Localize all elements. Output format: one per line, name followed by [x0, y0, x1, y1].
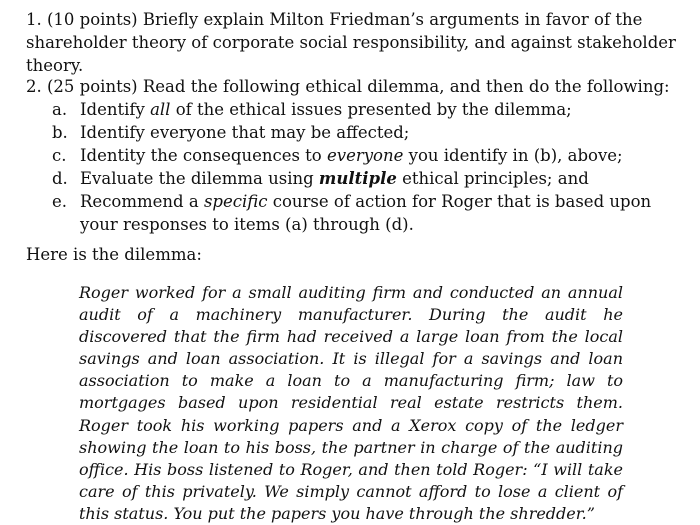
item-text-emphasis: all: [150, 100, 171, 119]
item-text-pre: Identify: [80, 100, 151, 119]
item-text: [80, 98, 652, 121]
dilemma-text: Roger worked for a small auditing firm and conducted an annual audit of a machinery manufacturer. During the audit he discovered that the firm had received a large loan from the local savings and loan association. It is illegal for a savings and loan association to make a loan to a manufacturing firm; law to mortgages based upon residential real estate restricts them. Roger took his working papers and a Xerox copy of the ledger showing the loan to his boss, the partner in charge of the auditing office. His boss listened to Roger, and then told Roger: “I will take care of this privately. We simply cannot afford to lose a client of this status. You put the papers you have through the shredder.”: [79, 283, 623, 523]
item-text-post: ethical principles; and: [396, 169, 589, 188]
item-text: [80, 144, 652, 167]
question-2-number: 2. (25 points): [26, 77, 138, 96]
item-text-pre: Recommend a: [80, 192, 204, 211]
list-item: [52, 190, 652, 236]
list-item: [52, 121, 652, 144]
item-marker: c.: [52, 146, 67, 165]
item-marker: b.: [52, 123, 68, 142]
question-1: [26, 8, 686, 77]
item-text-emphasis: specific: [203, 192, 268, 211]
item-text-post: of the ethical issues presented by the dilemma;: [170, 100, 572, 119]
question-2-items: [52, 98, 652, 236]
item-text: [80, 190, 652, 236]
item-text: Identify everyone that may be affected;: [80, 123, 410, 142]
question-2: [26, 75, 686, 98]
question-1-text: Briefly explain Milton Friedman’s arguments in favor of the shareholder theory of corporate social responsibility, and against stakeholder theory.: [26, 10, 676, 75]
item-text-strong: multiple: [318, 169, 397, 188]
item-marker: a.: [52, 100, 68, 119]
dilemma-intro: Here is the dilemma:: [26, 245, 202, 264]
item-text-post: course of action for Roger that is based upon your responses to items (a) through (d).: [80, 192, 652, 234]
list-item: [52, 98, 652, 121]
question-2-text: Read the following ethical dilemma, and then do the following:: [142, 77, 670, 96]
item-text-emphasis: everyone: [326, 146, 404, 165]
list-item: [52, 167, 652, 190]
list-item: [52, 144, 652, 167]
item-marker: d.: [52, 169, 68, 188]
item-text-post: you identify in (b), above;: [403, 146, 623, 165]
item-text: [80, 167, 652, 190]
question-1-number: 1. (10 points): [26, 10, 138, 29]
item-text-pre: Evaluate the dilemma using: [80, 169, 319, 188]
item-text-pre: Identity the consequences to: [80, 146, 327, 165]
item-marker: e.: [52, 192, 68, 211]
